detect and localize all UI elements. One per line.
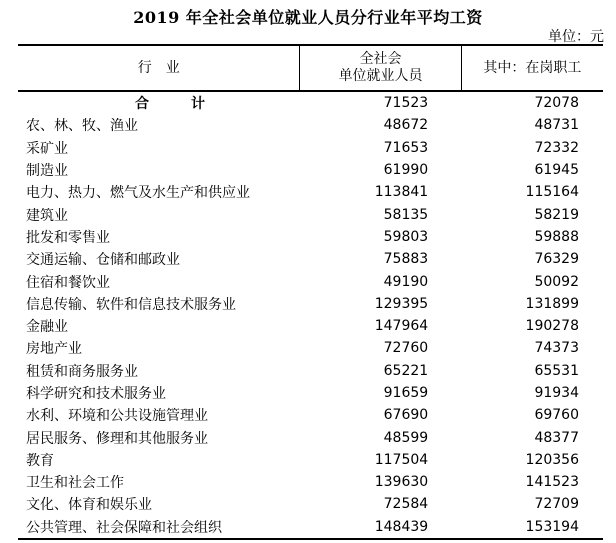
all-workers-wage: 72584 <box>383 496 429 513</box>
industry-name: 电力、热力、燃气及水生产和供应业 <box>26 185 250 202</box>
table-row <box>18 449 603 471</box>
all-workers-wage: 67690 <box>383 407 429 424</box>
table-row <box>18 404 603 426</box>
all-workers-wage: 71653 <box>383 139 429 156</box>
table-row <box>18 493 603 515</box>
all-workers-wage: 91659 <box>383 385 429 401</box>
table-row <box>18 516 603 539</box>
employee-wage: 141523 <box>525 474 579 491</box>
all-workers-wage: 58135 <box>383 206 429 223</box>
employee-wage: 61945 <box>534 162 579 179</box>
employee-wage: 58219 <box>534 206 579 223</box>
table-row <box>18 337 603 359</box>
all-workers-wage: 129395 <box>374 295 429 312</box>
all-workers-wage: 48599 <box>383 429 429 446</box>
table-row <box>18 293 603 315</box>
industry-name: 租赁和商务服务业 <box>26 363 138 380</box>
industry-name: 建筑业 <box>26 207 68 224</box>
table-row <box>18 181 603 203</box>
all-workers-wage: 59803 <box>383 228 429 245</box>
table-row <box>18 203 603 225</box>
page-title: 2019 年全社会单位就业人员分行业年平均工资 <box>133 8 483 27</box>
employee-wage: 115164 <box>525 184 579 201</box>
industry-name: 房地产业 <box>26 341 82 358</box>
all-workers-wage: 75883 <box>383 251 429 268</box>
all-workers-wage: 49190 <box>383 273 429 290</box>
employee-wage: 50092 <box>534 273 579 290</box>
all-workers-wage: 117504 <box>374 451 429 468</box>
header-employees: 其中：在岗职工 <box>461 45 603 91</box>
table-row <box>18 270 603 292</box>
table-row <box>18 360 603 382</box>
industry-name: 公共管理、社会保障和社会组织 <box>26 519 222 536</box>
industry-name: 合 计 <box>135 96 219 113</box>
industry-name: 水利、环境和公共设施管理业 <box>26 408 208 425</box>
table-header-row <box>18 45 603 91</box>
industry-name: 金融业 <box>26 319 68 336</box>
table-row <box>18 226 603 248</box>
table-row <box>18 137 603 159</box>
all-workers-wage: 139630 <box>374 474 429 491</box>
employee-wage: 72709 <box>534 496 579 513</box>
wage-table <box>18 44 603 540</box>
table-row <box>18 114 603 136</box>
industry-name: 住宿和餐饮业 <box>26 274 110 291</box>
unit-label: 单位：元 <box>548 29 604 45</box>
all-workers-wage: 147964 <box>374 318 429 335</box>
table-body <box>18 91 603 539</box>
employee-wage: 120356 <box>525 451 579 468</box>
industry-name: 文化、体育和娱乐业 <box>26 497 152 514</box>
header-all-line1: 全社会 <box>359 51 402 67</box>
employee-wage: 131899 <box>525 295 579 312</box>
industry-name: 批发和零售业 <box>26 229 110 246</box>
table-row <box>18 248 603 270</box>
all-workers-wage: 61990 <box>383 162 429 179</box>
industry-name: 教育 <box>26 452 54 469</box>
employee-wage: 48377 <box>534 429 579 446</box>
employee-wage: 59888 <box>534 228 579 245</box>
employee-wage: 190278 <box>525 318 579 335</box>
industry-name: 农、林、牧、渔业 <box>26 118 138 135</box>
employee-wage: 65531 <box>534 362 579 379</box>
all-workers-wage: 72760 <box>383 340 429 357</box>
table-row <box>18 315 603 337</box>
employee-wage: 69760 <box>534 407 579 424</box>
total-row <box>18 91 603 114</box>
all-workers-wage: 148439 <box>374 518 429 535</box>
header-all-line2: 单位就业人员 <box>338 68 423 84</box>
employee-wage: 72078 <box>534 95 579 112</box>
employee-wage: 76329 <box>534 251 579 268</box>
table-row <box>18 159 603 181</box>
industry-name: 交通运输、仓储和邮政业 <box>26 252 180 269</box>
all-workers-wage: 113841 <box>374 184 429 201</box>
industry-name: 采矿业 <box>26 140 68 157</box>
employee-wage: 153194 <box>525 518 579 535</box>
all-workers-wage: 71523 <box>383 95 429 112</box>
table-row <box>18 426 603 448</box>
employee-wage: 72332 <box>534 139 579 156</box>
industry-name: 卫生和社会工作 <box>26 475 124 492</box>
industry-name: 科学研究和技术服务业 <box>26 386 166 402</box>
header-all-workers <box>300 45 461 91</box>
table-row <box>18 471 603 493</box>
employee-wage: 74373 <box>534 340 579 357</box>
all-workers-wage: 65221 <box>383 362 429 379</box>
table-row <box>18 382 603 404</box>
header-industry: 行 业 <box>137 59 180 76</box>
industry-name: 居民服务、修理和其他服务业 <box>26 430 208 447</box>
employee-wage: 91934 <box>534 385 579 401</box>
all-workers-wage: 48672 <box>383 117 429 134</box>
employee-wage: 48731 <box>534 117 579 134</box>
industry-name: 信息传输、软件和信息技术服务业 <box>26 296 236 313</box>
industry-name: 制造业 <box>26 163 68 180</box>
